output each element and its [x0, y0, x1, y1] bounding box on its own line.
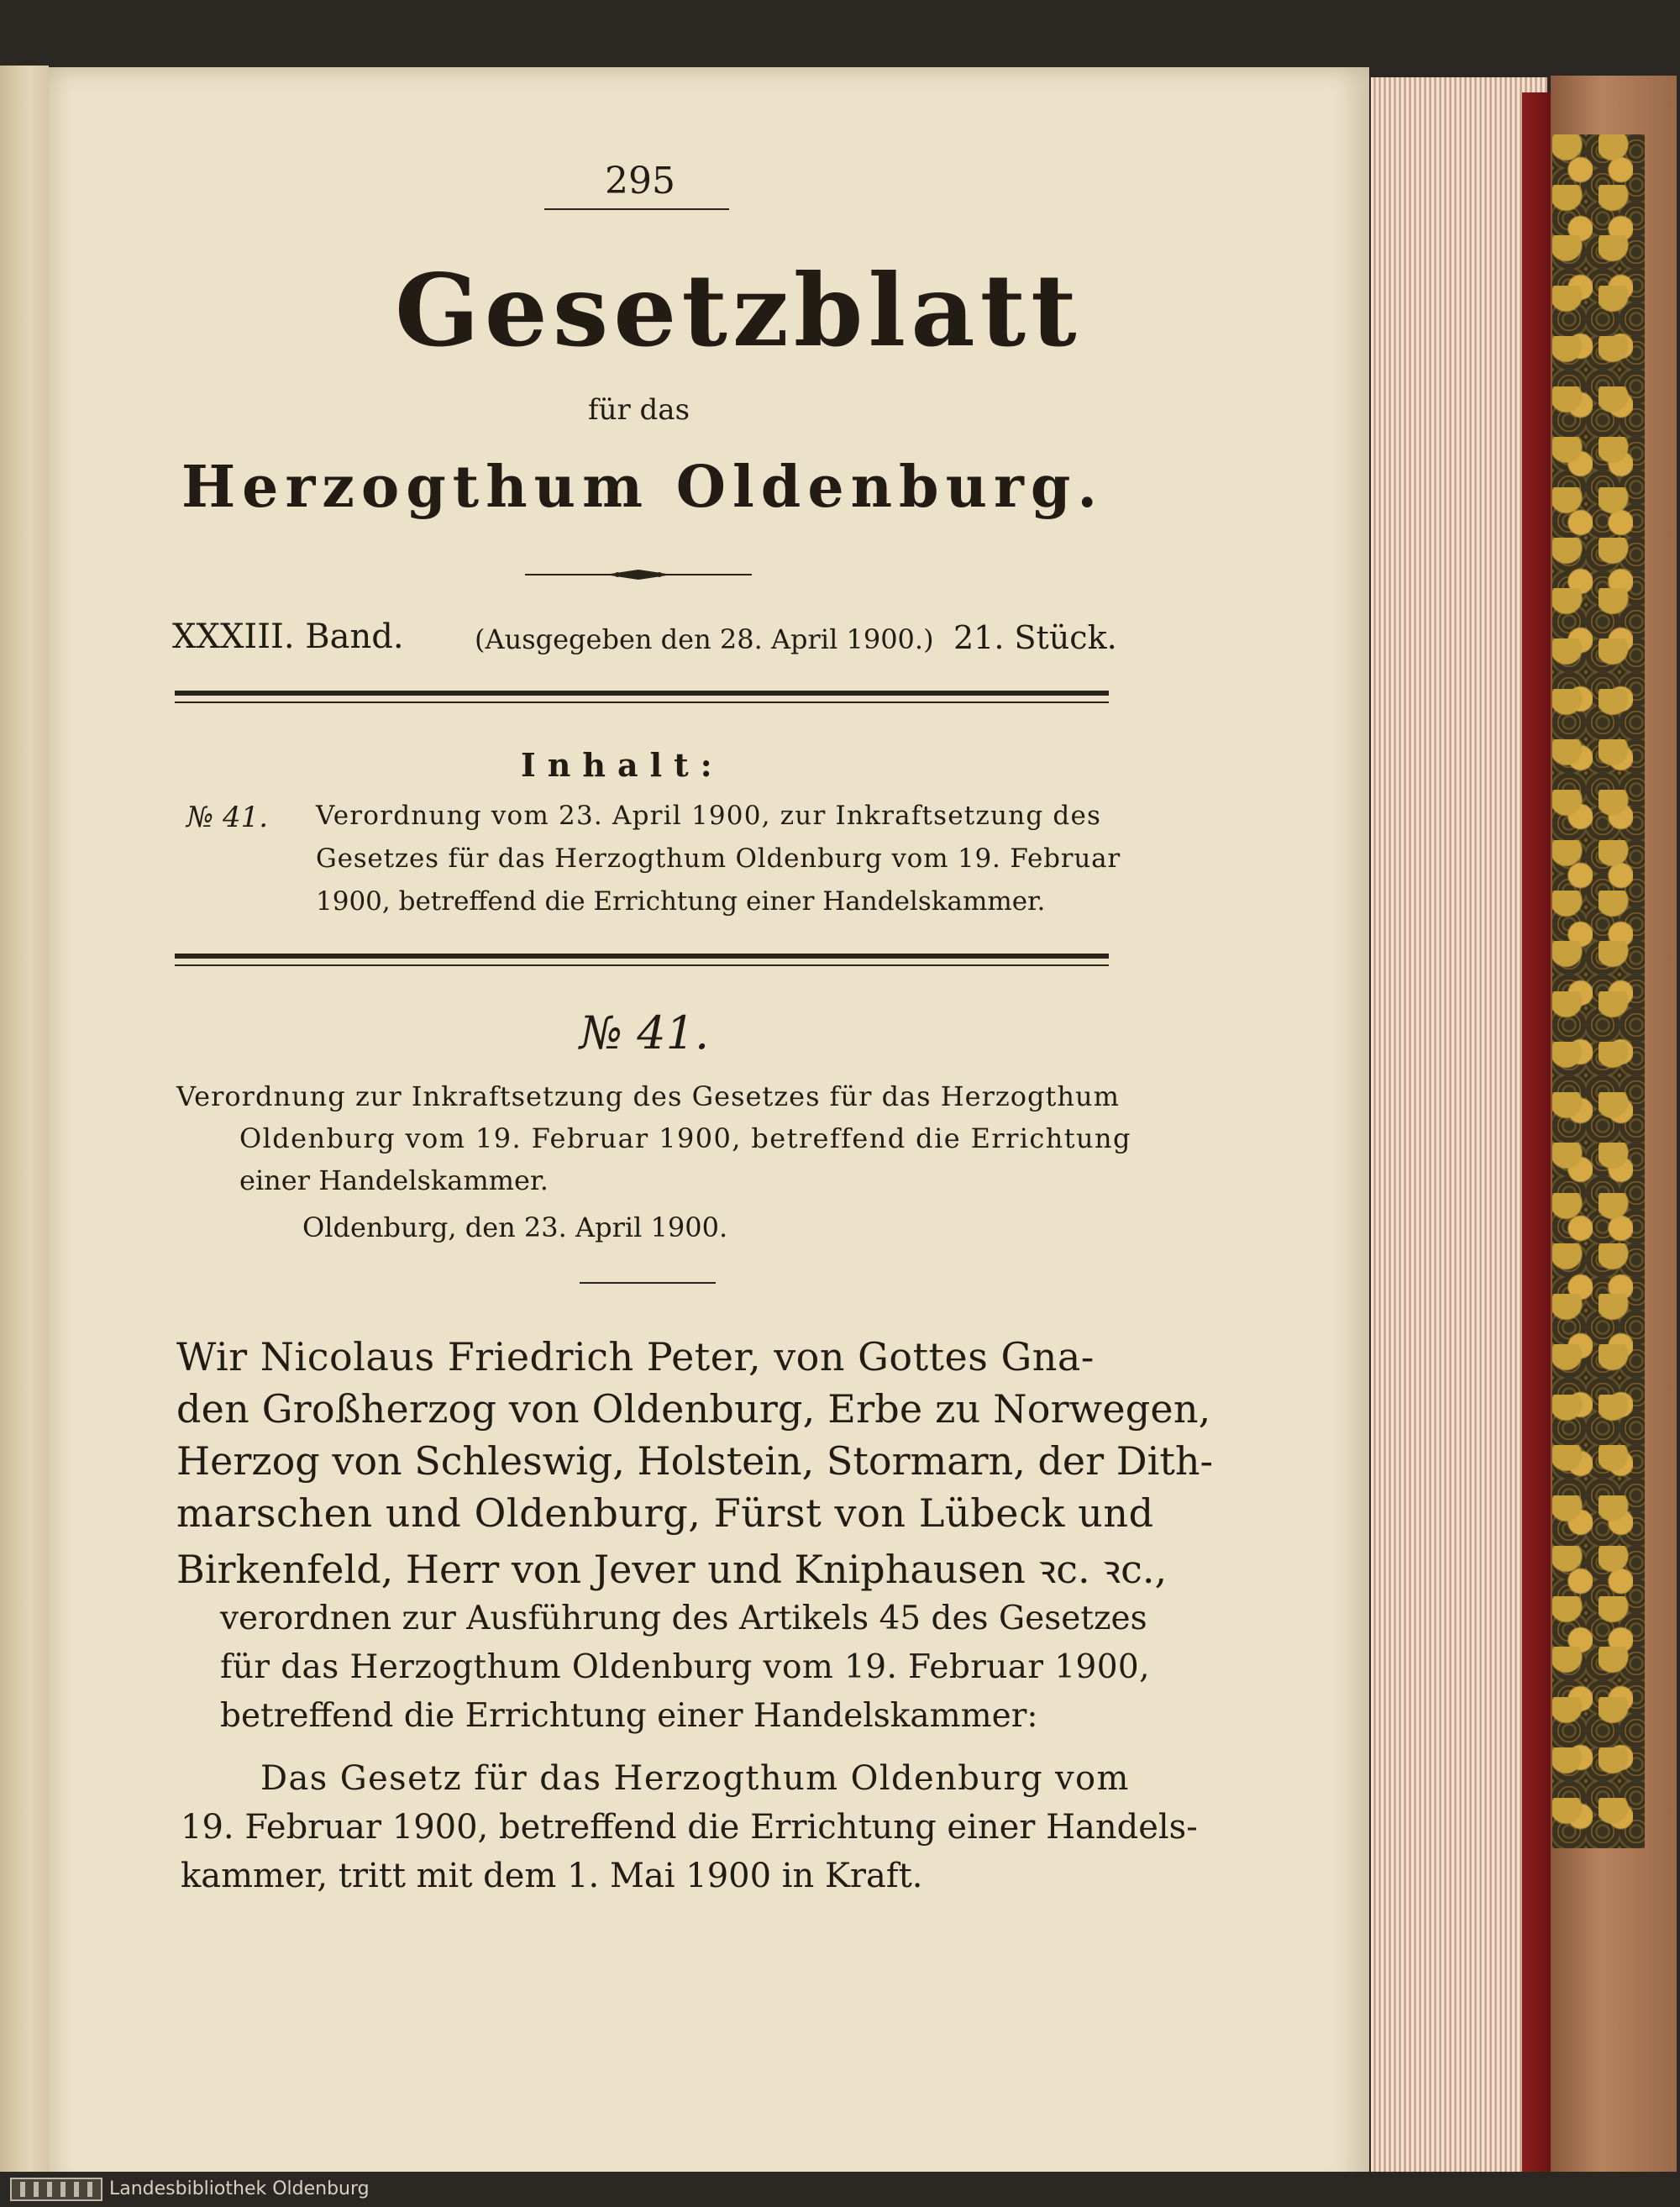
ornament-icon — [525, 568, 752, 581]
library-name: Landesbibliothek Oldenburg — [109, 2178, 370, 2199]
proclamation-line: Herzog von Schleswig, Holstein, Stormarn, der Dith- — [176, 1438, 1214, 1484]
article-number: № 41. — [580, 1006, 710, 1059]
contents-entry-number: № 41. — [186, 801, 269, 834]
page-number-rule — [544, 208, 729, 210]
issue-part: 21. Stück. — [953, 619, 1117, 656]
contents-entry-line: Verordnung vom 23. April 1900, zur Inkraftsetzung des — [316, 801, 1102, 831]
decree-line: betreffend die Errichtung einer Handelskammer: — [220, 1697, 1038, 1735]
contents-entry-line: Gesetzes für das Herzogthum Oldenburg vom 19. Februar — [316, 843, 1121, 874]
issue-date: (Ausgegeben den 28. April 1900.) — [475, 623, 934, 655]
page-number: 295 — [605, 160, 675, 202]
contents-heading: Inhalt: — [521, 746, 724, 784]
proclamation-line: Wir Nicolaus Friedrich Peter, von Gottes Gna- — [176, 1334, 1095, 1379]
masthead-subtitle: Herzogthum Oldenburg. — [181, 454, 1105, 521]
proclamation-line: marschen und Oldenburg, Fürst von Lübeck und — [176, 1490, 1154, 1536]
contents-entry-line: 1900, betreffend die Errichtung einer Handelskammer. — [316, 886, 1046, 917]
contents-rule-thick — [175, 954, 1109, 959]
provision-line: 19. Februar 1900, betreffend die Errichtung einer Handels- — [181, 1808, 1198, 1847]
article-title-line: Oldenburg vom 19. Februar 1900, betreffend die Errichtung — [239, 1122, 1131, 1154]
provision-line: kammer, tritt mit dem 1. Mai 1900 in Kraft. — [181, 1857, 923, 1895]
ornament-divider — [525, 568, 752, 581]
decree-line: für das Herzogthum Oldenburg vom 19. Februar 1900, — [220, 1648, 1150, 1686]
proclamation-line: den Großherzog von Oldenburg, Erbe zu Norwegen, — [176, 1386, 1211, 1432]
header-rule-thick — [175, 691, 1109, 696]
article-rule — [580, 1282, 716, 1284]
provision-line: Das Gesetz für das Herzogthum Oldenburg vom — [260, 1759, 1130, 1798]
decree-line: verordnen zur Ausführung des Artikels 45 des Gesetzes — [220, 1600, 1147, 1637]
header-rule-thin — [175, 702, 1109, 703]
article-place-date: Oldenburg, den 23. April 1900. — [302, 1211, 728, 1243]
library-logo-icon — [10, 2178, 102, 2201]
article-title-line: Verordnung zur Inkraftsetzung des Gesetzes für das Herzogthum — [176, 1080, 1120, 1112]
volume: XXXIII. Band. — [172, 617, 404, 656]
facing-page-edge — [0, 66, 49, 2199]
masthead-subtitle-small: für das — [588, 393, 690, 427]
masthead-title: Gesetzblatt — [395, 252, 1082, 369]
proclamation-line: Birkenfeld, Herr von Jever und Kniphausen ꝛc. ꝛc., — [176, 1547, 1168, 1592]
marbled-cover — [1552, 134, 1645, 1848]
page-block-edges — [1371, 77, 1547, 2194]
article-title-line: einer Handelskammer. — [239, 1164, 549, 1196]
contents-rule-thin — [175, 964, 1109, 966]
red-page-edge — [1522, 92, 1551, 2193]
